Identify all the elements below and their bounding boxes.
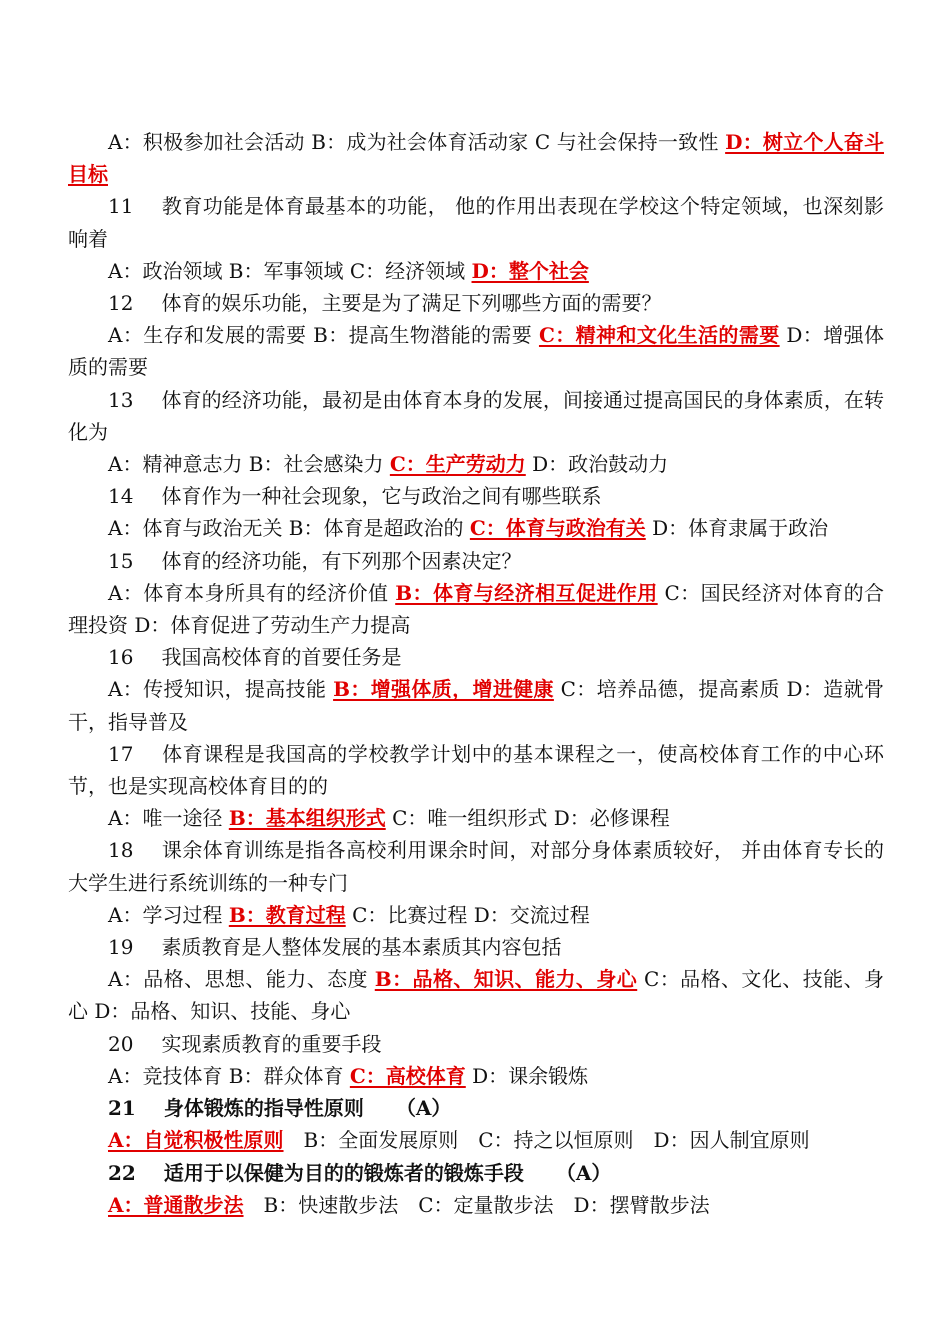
question-number: 15 <box>108 548 134 573</box>
question-13 <box>68 384 884 448</box>
correct-answer: B：增强体质，增进健康 <box>333 677 554 702</box>
question-number: 21 <box>108 1096 136 1121</box>
options-text: D：课余锻炼 <box>465 1063 589 1088</box>
answer-line-20 <box>68 1060 884 1092</box>
options-text: A：竞技体育 B：群众体育 <box>108 1063 350 1088</box>
question-text: 体育作为一种社会现象，它与政治之间有哪些联系 <box>161 484 602 509</box>
options-text: A：体育与政治无关 B：体育是超政治的 <box>108 516 470 541</box>
question-text: 身体锻炼的指导性原则 <box>163 1096 364 1121</box>
question-number: 16 <box>108 645 134 670</box>
correct-answer: B：品格、知识、能力、身心 <box>374 967 638 992</box>
question-text: 体育的经济功能，有下列那个因素决定？ <box>161 548 522 573</box>
correct-answer: D：树立个人奋斗目标 <box>68 130 885 187</box>
question-number: 22 <box>108 1160 136 1185</box>
question-text: 教育功能是体育最基本的功能， 他的作用出表现在学校这个特定领域，也深刻影响着 <box>68 194 884 251</box>
answer-key: （A） <box>395 1096 452 1121</box>
question-text: 体育的娱乐功能，主要是为了满足下列哪些方面的需要？ <box>161 291 662 316</box>
options-text: C：培养品德，提高素质 D：造就骨干，指导普及 <box>68 677 885 734</box>
answer-line-13 <box>68 448 884 480</box>
question-number: 18 <box>108 838 134 863</box>
correct-answer: B：体育与经济相互促进作用 <box>395 580 658 605</box>
question-12 <box>68 287 884 319</box>
options-text: D：政治鼓动力 <box>525 452 669 477</box>
question-22 <box>68 1157 884 1189</box>
question-17 <box>68 738 884 802</box>
question-text: 实现素质教育的重要手段 <box>161 1031 382 1056</box>
options-text: C：国民经济对体育的合理投资 D：体育促进了劳动生产力提高 <box>68 580 885 638</box>
options-text: C：比赛过程 D：交流过程 <box>345 902 590 927</box>
question-text: 体育的经济功能，最初是由体育本身的发展，间接通过提高国民的身体素质，在转化为 <box>68 387 884 444</box>
options-text: A：唯一途径 <box>108 806 229 831</box>
question-16 <box>68 641 884 673</box>
answer-line-21 <box>68 1124 884 1156</box>
question-21 <box>68 1092 884 1124</box>
options-text: A：学习过程 <box>108 902 229 927</box>
answer-line-16 <box>68 673 884 737</box>
question-14 <box>68 480 884 512</box>
question-number: 19 <box>108 935 134 960</box>
question-text: 课余体育训练是指各高校利用课余时间，对部分身体素质较好， 并由体育专长的大学生进行系统训练的一种专门 <box>68 838 884 895</box>
options-text: D：增强体质的需要 <box>68 323 884 380</box>
correct-answer: C：精神和文化生活的需要 <box>538 323 780 348</box>
options-text: A：政治领域 B：军事领域 C：经济领域 <box>108 258 472 283</box>
options-text: C：品格、文化、技能、身心 D：品格、知识、技能、身心 <box>68 967 884 1024</box>
question-number: 14 <box>108 484 134 509</box>
correct-answer: A：普通散步法 <box>108 1192 244 1217</box>
options-text: A：体育本身所具有的经济价值 <box>108 580 396 605</box>
answer-line-18 <box>68 899 884 931</box>
options-text: A：积极参加社会活动 B：成为社会体育活动家 C 与社会保持一致性 <box>108 130 726 154</box>
options-text: A：精神意志力 B：社会感染力 <box>108 452 390 477</box>
question-text: 体育课程是我国高的学校教学计划中的基本课程之一，使高校体育工作的中心环节，也是实现高校体育目的的 <box>68 741 884 799</box>
question-number: 17 <box>108 741 134 766</box>
correct-answer: C：生产劳动力 <box>389 452 526 477</box>
question-number: 12 <box>108 291 134 316</box>
question-text: 素质教育是人整体发展的基本素质其内容包括 <box>161 935 562 960</box>
answer-line-12 <box>68 319 884 383</box>
document-page <box>68 126 884 1221</box>
question-number: 13 <box>108 387 134 412</box>
answer-line-17 <box>68 802 884 834</box>
question-15 <box>68 545 884 577</box>
question-11 <box>68 190 884 254</box>
question-text: 适用于以保健为目的的锻炼者的锻炼手段 <box>163 1160 524 1185</box>
question-19 <box>68 931 884 963</box>
question-text: 我国高校体育的首要任务是 <box>161 645 402 670</box>
question-number: 11 <box>108 194 134 219</box>
answer-line-14 <box>68 512 884 544</box>
question-20 <box>68 1028 884 1060</box>
answer-key: （A） <box>555 1160 612 1185</box>
options-text: D：体育隶属于政治 <box>645 516 829 541</box>
correct-answer: B：基本组织形式 <box>228 806 386 831</box>
answer-line-19 <box>68 963 884 1027</box>
correct-answer: C：体育与政治有关 <box>469 516 646 541</box>
options-text: A：品格、思想、能力、态度 <box>108 967 375 992</box>
options-text: A：生存和发展的需要 B：提高生物潜能的需要 <box>108 323 539 348</box>
answer-line-11 <box>68 255 884 287</box>
correct-answer: B：教育过程 <box>228 902 346 927</box>
options-text: A：传授知识，提高技能 <box>108 677 334 702</box>
answer-line-15 <box>68 577 884 641</box>
question-18 <box>68 834 884 898</box>
answer-line-10 <box>68 126 884 190</box>
question-number: 20 <box>108 1031 134 1056</box>
correct-answer: A：自觉积极性原则 <box>108 1128 284 1153</box>
correct-answer: C：高校体育 <box>349 1063 466 1088</box>
options-text: C：唯一组织形式 D：必修课程 <box>385 806 670 831</box>
correct-answer: D：整个社会 <box>471 258 589 283</box>
answer-line-22 <box>68 1189 884 1221</box>
options-text: B：快速散步法 C：定量散步法 D：摆臂散步法 <box>263 1192 710 1217</box>
options-text: B：全面发展原则 C：持之以恒原则 D：因人制宜原则 <box>303 1128 810 1153</box>
